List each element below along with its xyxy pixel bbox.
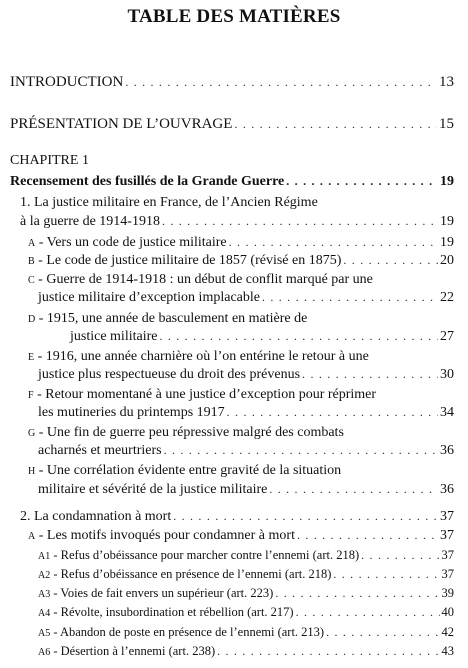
leader-dots — [164, 441, 438, 460]
toc-entry-page: 43 — [441, 644, 454, 658]
toc-entry-1c-line1: C - Guerre de 1914-1918 : un début de conflit marqué par une — [28, 272, 373, 287]
item-code: A5 — [38, 628, 51, 639]
toc-entry-page: 13 — [439, 74, 454, 90]
toc-entry-page: 40 — [441, 605, 454, 619]
section-1-line2: à la guerre de 1914-1918 — [20, 214, 160, 229]
toc-entry-1e[interactable] — [38, 365, 454, 384]
section-2-label: 2. La condamnation à mort — [20, 509, 172, 524]
chapter-title: Recensement des fusillés de la Grande Guerre — [10, 174, 285, 189]
item-code: A1 — [38, 551, 51, 562]
item-text: - Désertion à l’ennemi (art. 238) — [53, 644, 216, 658]
toc-entry-page: 34 — [440, 405, 454, 420]
item-letter: F — [28, 390, 34, 401]
item-letter: G — [28, 428, 36, 439]
item-text: justice plus respectueuse du droit des prévenus — [38, 367, 301, 382]
toc-entry-2a6[interactable] — [38, 642, 454, 662]
item-letter: D — [28, 314, 36, 325]
toc-entry-1f[interactable] — [38, 403, 454, 422]
leader-dots — [173, 507, 438, 526]
toc-entry-2a3[interactable] — [38, 584, 454, 604]
leader-dots — [296, 603, 440, 622]
item-code: A2 — [38, 570, 51, 581]
item-text: - Vers un code de justice militaire — [38, 235, 227, 250]
toc-entry-page: 37 — [441, 567, 454, 581]
toc-entry-1b[interactable] — [28, 251, 454, 271]
toc-entry-1g[interactable] — [38, 441, 454, 460]
toc-entry-2a[interactable] — [28, 526, 454, 546]
leader-dots — [333, 565, 439, 584]
leader-dots — [227, 403, 438, 422]
toc-entry-page: 19 — [440, 174, 454, 189]
toc-entry-page: 22 — [440, 290, 454, 305]
leader-dots — [234, 115, 437, 134]
toc-entry-2a2[interactable] — [38, 565, 454, 585]
toc-entry-1h[interactable] — [38, 480, 454, 499]
item-letter: A — [28, 238, 36, 249]
item-text: acharnés et meurtriers — [38, 443, 162, 458]
leader-dots — [343, 251, 438, 270]
toc-entry-page: 19 — [440, 235, 454, 250]
toc-entry-2a4[interactable] — [38, 603, 454, 623]
toc-entry-page: 27 — [440, 329, 454, 344]
item-text: justice militaire — [70, 329, 158, 344]
toc-entry-page: 36 — [440, 443, 454, 458]
toc-entry-1g-line1: G - Une fin de guerre peu répressive malgré des combats — [28, 425, 344, 440]
section-1-line1: 1. La justice militaire en France, de l’Ancien Régime — [20, 195, 318, 210]
chapter-heading: CHAPITRE 1 — [10, 153, 89, 168]
toc-entry-page: 42 — [441, 625, 454, 639]
leader-dots — [159, 327, 438, 346]
toc-entry-section-1[interactable] — [20, 212, 454, 231]
item-text: - Le code de justice militaire de 1857 (révisé en 1875) — [38, 253, 342, 268]
leader-dots — [217, 642, 439, 661]
item-text: - Voies de fait envers un supérieur (art. 223) — [53, 586, 274, 600]
item-letter: A — [28, 531, 36, 542]
toc-entry-1c[interactable] — [38, 288, 454, 307]
toc-entry-page: 39 — [441, 586, 454, 600]
leader-dots — [125, 73, 437, 92]
toc-entry-2a1[interactable] — [38, 546, 454, 566]
leader-dots — [297, 526, 438, 545]
leader-dots — [229, 233, 438, 252]
page-title: TABLE DES MATIÈRES — [127, 6, 341, 27]
item-text: militaire et sévérité de la justice militaire — [38, 482, 268, 497]
toc-entry-1a[interactable] — [28, 233, 454, 253]
toc-entry-1d-line1: D - 1915, une année de basculement en matière de — [28, 311, 308, 326]
toc-entry-page: 37 — [441, 548, 454, 562]
toc-entry-introduction[interactable] — [10, 73, 454, 92]
toc-entry-page: 37 — [440, 528, 454, 543]
item-code: A3 — [38, 589, 51, 600]
toc-entry-1h-line1: H - Une corrélation évidente entre gravité de la situation — [28, 463, 342, 478]
leader-dots — [286, 172, 438, 191]
item-text: - Refus d’obéissance en présence de l’ennemi (art. 218) — [53, 567, 332, 581]
toc-entry-page: 15 — [439, 116, 454, 132]
toc-entry-label: INTRODUCTION — [10, 74, 124, 90]
toc-entry-1e-line1: E - 1916, une année charnière où l’on entérine le retour à une — [28, 349, 369, 364]
toc-entry-page: 37 — [440, 509, 454, 524]
toc-entry-2a5[interactable] — [38, 623, 454, 643]
item-letter: H — [28, 466, 36, 477]
toc-entry-1f-line1: F - Retour momentané à une justice d’exception pour réprimer — [28, 387, 377, 402]
leader-dots — [302, 365, 438, 384]
item-code: A4 — [38, 608, 51, 619]
item-letter: C — [28, 275, 35, 286]
toc-entry-label: PRÉSENTATION DE L’OUVRAGE — [10, 116, 233, 132]
item-text: justice militaire d’exception implacable — [38, 290, 260, 305]
item-letter: B — [28, 256, 35, 267]
item-text: - Révolte, insubordination et rébellion (art. 217) — [53, 605, 294, 619]
toc-entry-page: 36 — [440, 482, 454, 497]
toc-entry-page: 20 — [440, 253, 454, 268]
leader-dots — [275, 584, 439, 603]
leader-dots — [162, 212, 438, 231]
item-text: - Les motifs invoqués pour condamner à mort — [38, 528, 295, 543]
item-text: - Refus d’obéissance pour marcher contre l’ennemi (art. 218) — [53, 548, 360, 562]
item-text: - Abandon de poste en présence de l’ennemi (art. 213) — [53, 625, 325, 639]
toc-entry-section-2[interactable] — [20, 507, 454, 526]
leader-dots — [269, 480, 438, 499]
item-code: A6 — [38, 647, 51, 658]
toc-entry-presentation[interactable] — [10, 115, 454, 134]
leader-dots — [361, 546, 439, 565]
toc-entry-chapter-1[interactable] — [10, 172, 454, 191]
item-letter: E — [28, 352, 35, 363]
leader-dots — [262, 288, 438, 307]
toc-entry-1d[interactable] — [70, 327, 454, 346]
toc-entry-page: 30 — [440, 367, 454, 382]
toc-entry-page: 19 — [440, 214, 454, 229]
leader-dots — [326, 623, 439, 642]
item-text: les mutineries du printemps 1917 — [38, 405, 225, 420]
